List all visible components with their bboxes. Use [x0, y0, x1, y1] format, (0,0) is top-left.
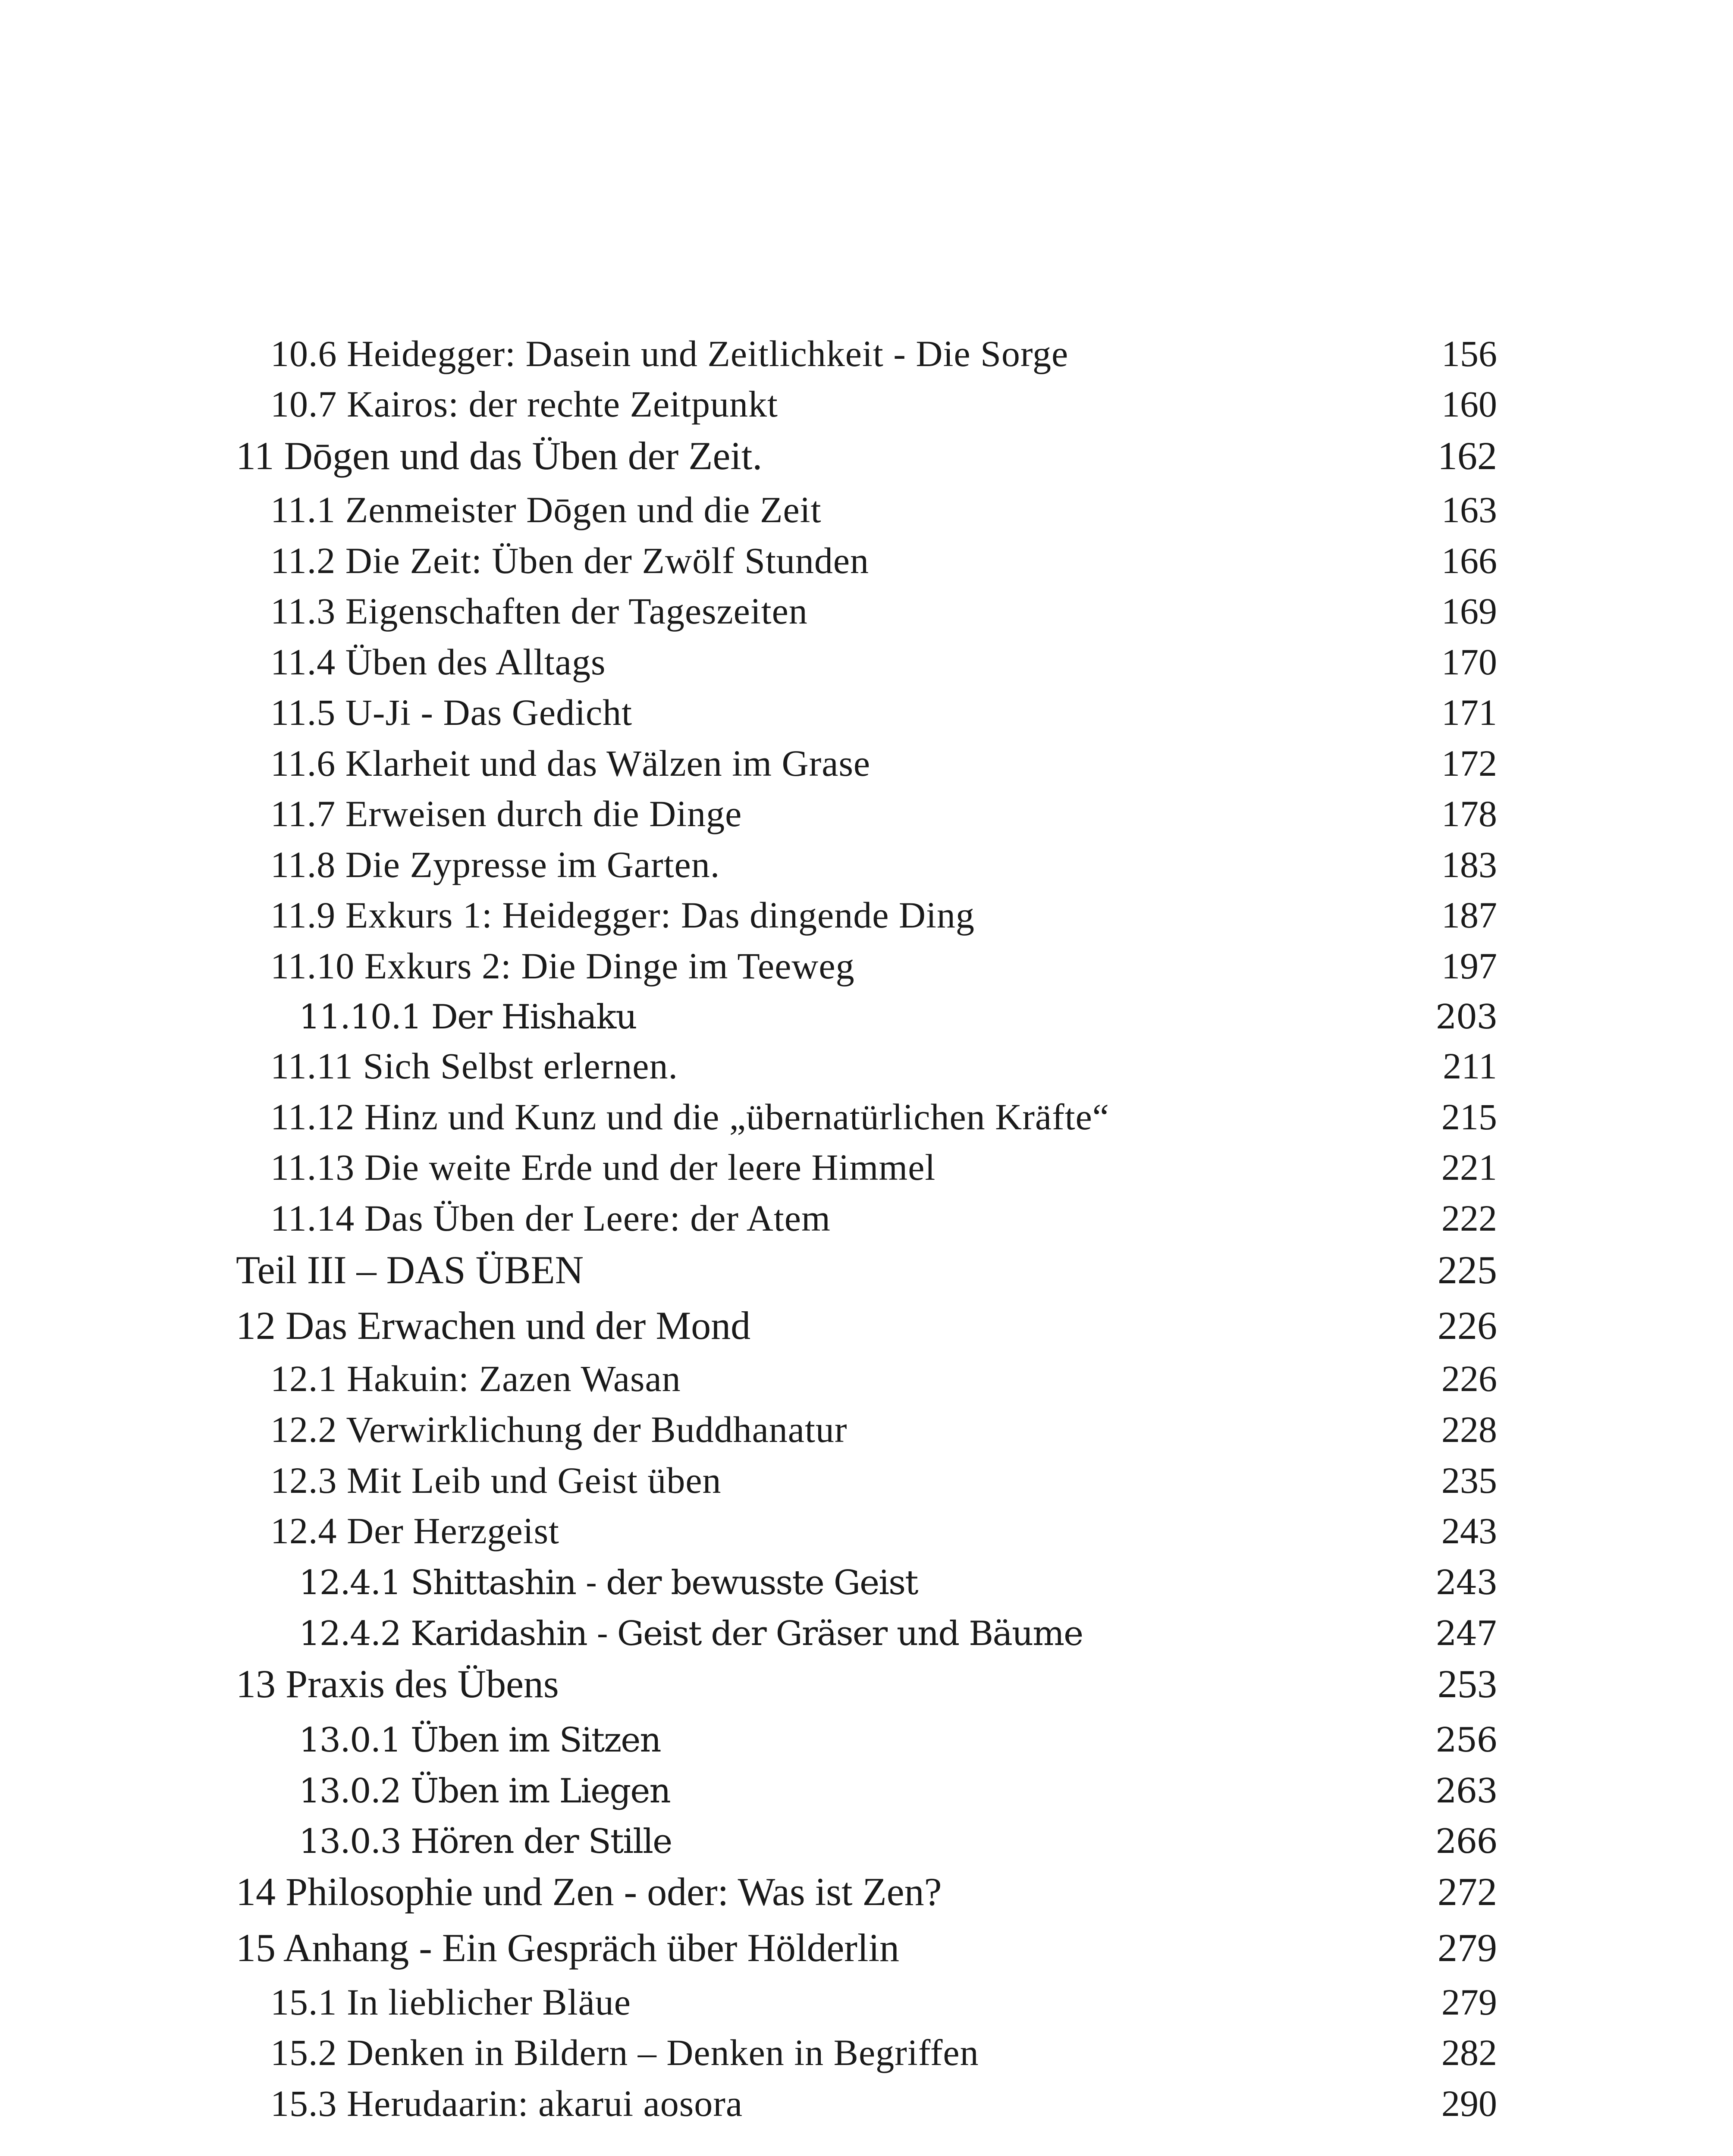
toc-entry-page-number: 226 — [1438, 1304, 1497, 1348]
toc-entry-title: 11.6 Klarheit und das Wälzen im Grase — [270, 743, 871, 784]
toc-entry-page-number: 243 — [1435, 1564, 1497, 1602]
toc-entry-title: 13 Praxis des Übens — [236, 1662, 559, 1706]
toc-entry-page-number: 203 — [1435, 998, 1497, 1037]
toc-entry-title: 11.9 Exkurs 1: Heidegger: Das dingende Ding — [270, 894, 975, 936]
toc-entry — [0, 2019, 1733, 2071]
toc-entry-title: 12.1 Hakuin: Zazen Wasan — [270, 1358, 681, 1399]
toc-entry-title: 14 Philosophie und Zen - oder: Was ist Zen? — [236, 1870, 942, 1914]
toc-entry-title: 11.2 Die Zeit: Üben der Zwölf Stunden — [270, 540, 870, 581]
toc-entry-page-number: 235 — [1441, 1460, 1497, 1501]
toc-entry-title: 15.3 Herudaarin: akarui aosora — [270, 2083, 743, 2124]
toc-entry-page-number: 266 — [1435, 1822, 1497, 1861]
toc-entry-title: Teil III – DAS ÜBEN — [236, 1248, 584, 1292]
toc-entry-title: 11.3 Eigenschaften der Tageszeiten — [270, 590, 808, 632]
toc-entry-page-number: 211 — [1443, 1045, 1497, 1087]
toc-entry-title: 15.1 In lieblicher Bläue — [270, 1981, 631, 2023]
toc-entry-page-number: 290 — [1441, 2083, 1497, 2124]
toc-entry-page-number: 247 — [1435, 1614, 1497, 1653]
toc-entry-page-number: 166 — [1441, 540, 1497, 581]
toc-entry-title: 11.5 U-Ji - Das Gedicht — [270, 692, 633, 733]
toc-entry — [0, 1447, 1733, 1499]
toc-entry-title: 11.10.1 Der Hishaku — [299, 998, 637, 1037]
toc-entry-title: 11.12 Hinz und Kunz und die „übernatürlichen Kräfte“ — [270, 1096, 1109, 1138]
toc-entry — [0, 882, 1733, 934]
toc-entry-page-number: 156 — [1441, 333, 1497, 374]
toc-entry-page-number: 160 — [1441, 383, 1497, 425]
toc-entry — [0, 1705, 1733, 1760]
toc-entry-page-number: 171 — [1441, 692, 1497, 733]
toc-entry-page-number: 226 — [1441, 1358, 1497, 1399]
toc-entry-title: 11.14 Das Üben der Leere: der Atem — [270, 1197, 831, 1239]
toc-entry — [0, 424, 1733, 476]
toc-entry — [0, 831, 1733, 883]
toc-entry-page-number: 263 — [1435, 1772, 1497, 1811]
toc-entry-page-number: 253 — [1438, 1662, 1497, 1706]
toc-entry-page-number: 163 — [1441, 489, 1497, 530]
toc-entry — [0, 1345, 1733, 1397]
toc-entry-title: 10.6 Heidegger: Dasein und Zeitlichkeit - Die Sorge — [270, 333, 1069, 374]
toc-entry-title: 11.1 Zenmeister Dōgen und die Zeit — [270, 489, 822, 530]
toc-entry — [0, 1238, 1733, 1290]
toc-entry — [0, 1294, 1733, 1348]
toc-entry-page-number: 225 — [1438, 1248, 1497, 1292]
toc-entry-page-number: 243 — [1441, 1510, 1497, 1551]
toc-entry — [0, 1084, 1733, 1138]
toc-entry-title: 13.0.3 Hören der Stille — [299, 1822, 672, 1861]
toc-entry-page-number: 272 — [1438, 1870, 1497, 1914]
toc-entry — [0, 1548, 1733, 1600]
toc-entry-title: 12.4 Der Herzgeist — [270, 1510, 559, 1551]
toc-entry — [0, 982, 1733, 1037]
toc-entry-title: 12.3 Mit Leib und Geist üben — [270, 1460, 722, 1501]
toc-entry-title: 12.4.1 Shittashin - der bewusste Geist — [299, 1564, 918, 1602]
toc-entry — [0, 629, 1733, 683]
toc-entry-page-number: 215 — [1441, 1096, 1497, 1138]
toc-entry-page-number: 187 — [1441, 894, 1497, 936]
toc-entry-title: 10.7 Kairos: der rechte Zeitpunkt — [270, 383, 778, 425]
toc-entry — [0, 2070, 1733, 2122]
toc-entry-page-number: 183 — [1441, 844, 1497, 885]
toc-entry — [0, 780, 1733, 832]
toc-entry-page-number: 162 — [1438, 434, 1497, 478]
toc-entry-page-number: 169 — [1441, 590, 1497, 632]
toc-entry-page-number: 282 — [1441, 2032, 1497, 2073]
toc-entry-title: 11.4 Üben des Alltags — [270, 641, 606, 683]
toc-entry — [0, 476, 1733, 528]
toc-entry-title: 11 Dōgen und das Üben der Zeit. — [236, 434, 763, 478]
toc-entry-page-number: 222 — [1441, 1197, 1497, 1239]
toc-entry-title: 11.7 Erweisen durch die Dinge — [270, 793, 742, 834]
toc-entry-page-number: 256 — [1435, 1721, 1497, 1760]
toc-entry-title: 12 Das Erwachen und der Mond — [236, 1304, 751, 1348]
toc-entry — [0, 1756, 1733, 1811]
toc-entry-title: 11.10 Exkurs 2: Die Dinge im Teeweg — [270, 945, 855, 987]
toc-entry-page-number: 279 — [1441, 1981, 1497, 2023]
toc-entry — [0, 1396, 1733, 1448]
toc-entry — [0, 1652, 1733, 1704]
toc-entry — [0, 578, 1733, 630]
toc-entry — [0, 527, 1733, 579]
toc-entry-page-number: 178 — [1441, 793, 1497, 834]
toc-entry-title: 15 Anhang - Ein Gespräch über Hölderlin — [236, 1926, 900, 1970]
toc-entry-page-number: 197 — [1441, 945, 1497, 987]
toc-entry — [0, 679, 1733, 731]
toc-entry — [0, 1033, 1733, 1087]
toc-entry-title: 13.0.1 Üben im Sitzen — [299, 1721, 661, 1760]
toc-entry — [0, 1498, 1733, 1549]
toc-entry-page-number: 170 — [1441, 641, 1497, 683]
toc-entry — [0, 371, 1733, 423]
toc-entry-page-number: 221 — [1441, 1147, 1497, 1188]
toc-entry-title: 15.2 Denken in Bildern – Denken in Begriffen — [270, 2032, 979, 2073]
toc-entry — [0, 1599, 1733, 1651]
toc-entry-title: 12.4.2 Karidashin - Geist der Gräser und Bäume — [299, 1614, 1083, 1653]
toc-entry — [0, 933, 1733, 987]
toc-entry-title: 12.2 Verwirklichung der Buddhanatur — [270, 1409, 848, 1450]
toc-entry-page-number: 172 — [1441, 743, 1497, 784]
toc-entry-page-number: 228 — [1441, 1409, 1497, 1450]
toc-entry-title: 11.11 Sich Selbst erlernen. — [270, 1045, 678, 1087]
toc-entry-title: 11.8 Die Zypresse im Garten. — [270, 844, 720, 885]
toc-entry — [0, 1134, 1733, 1186]
toc-entry — [0, 1860, 1733, 1912]
toc-entry-title: 13.0.2 Üben im Liegen — [299, 1772, 670, 1811]
toc-entry-title: 11.13 Die weite Erde und der leere Himmel — [270, 1147, 936, 1188]
toc-entry — [0, 1969, 1733, 2021]
toc-entry-page-number: 279 — [1438, 1926, 1497, 1970]
toc-entry — [0, 1916, 1733, 1968]
toc-entry — [0, 1185, 1733, 1237]
toc-entry — [0, 1807, 1733, 1861]
toc-entry — [0, 730, 1733, 782]
toc-entry — [0, 320, 1733, 372]
